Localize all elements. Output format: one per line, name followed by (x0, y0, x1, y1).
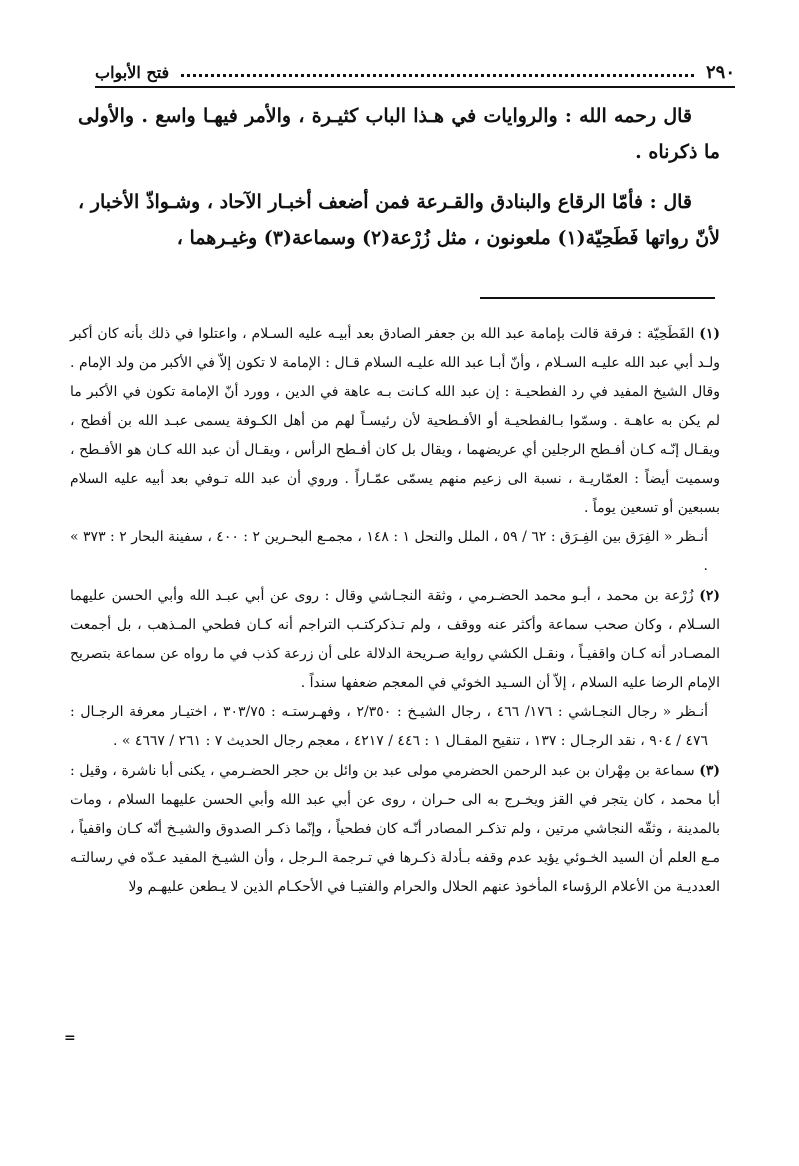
footnote-text: سماعة بن مِهْران بن عبد الرحمن الحضرمي مولى عبد بن وائل بن حجر الحضـرمي ، يكنى أبا ناشرة ، وقيل : أبا محمد ، كان يتجر في القز ويخـرج به الى حـران ، روى عن أبي عبد الله وأبي الحسن عليهما السلام ، ومات بالمدينة ، وثقّه النجاشي مرتين ، ولم تذكـر المصادر أنّـه كان فطحياً ، وإنّما ذكـر الصدوق والشيـخ أنّه كـان واقفياً ، مـع العلم أن السيد الخـوئي يؤيد عدم وقفه بـأدلة ذكـرها في تـرجمة الـرجل ، وأن الشيـخ المفيد عـدّه في رسالتـه العدديـة من الأعلام الرؤساء المأخوذ عنهم الحلال والحرام والفتيـا في الأحكـام الذين لا يـطعن عليهـم ولا (70, 763, 720, 895)
footnotes (70, 320, 720, 903)
footnote-number: (٣) (699, 763, 720, 779)
footnote-separator (480, 297, 715, 299)
page-header (95, 58, 735, 88)
footnote-reference: أنـظر « رجال النجـاشي : ١٧٦/ ٤٦٦ ، رجال الشيـخ : ٢/٣٥٠ ، وفهـرستـه : ٣٠٣/٧٥ ، اختيـار معرفة الرجـال : ٤٧٦ / ٩٠٤ ، نقد الرجـال : ١٣٧ ، تنقيح المقـال ١ : ٤٤٦ / ٤٢١٧ ، معجم رجال الحديث ٧ : ٢٦١ / ٤٦٦٧ » . (70, 704, 708, 749)
footnote-1 (70, 320, 720, 581)
footnote-number: (١) (699, 326, 720, 342)
main-text (78, 98, 720, 270)
main-paragraph-2: قال : فأمّا الرقاع والبنادق والقـرعة فمن أضعف أخبـار الآحاد ، وشـواذّ الأخبار ، لأنّ رواتها فَطَحِيّة(١) ملعونون ، مثل زُرْعة(٢) وسماعة(٣) وغيـرهما ، (78, 191, 720, 249)
footnote-3 (70, 757, 720, 902)
running-title: فتح الأبواب (95, 62, 170, 82)
footnote-text: زُرْعة بن محمد ، أبـو محمد الحضـرمي ، وثقة النجـاشي وقال : روى عن أبي عبـد الله وأبي الحسن عليهما السـلام ، وكان صحب سماعة وأكثر عنه ووقف ، ولم تـذكركتـب التراجم أنه كـان فطحي المـذهب ، بل أجمعت المصـادر أنه كـان واقفيـاً ، ونقـل الكشي رواية صـريحة الدلالة على أن زرعة كذب في ما رواه عن سماعة بتصريح الإمام الرضا عليه السلام ، إلاّ أن السـيد الخوئي في المعجم ضعفها سنداً . (70, 588, 720, 691)
dotted-leader (181, 74, 694, 77)
main-paragraph-1: قال رحمه الله : والروايات في هـذا الباب كثيـرة ، والأمر فيهـا واسع . والأولى ما ذكرناه . (78, 105, 720, 163)
footnote-reference: أنـظر « الفِرَق بين الفِـرَق : ٦٢ / ٥٩ ، الملل والنحل ١ : ١٤٨ ، مجمـع البحـرين ٢ : ٤٠٠ ، سفينة البحار ٢ : ٣٧٣ » . (70, 529, 708, 574)
continuation-mark: = (64, 1030, 76, 1046)
footnote-number: (٢) (699, 588, 720, 604)
page-number: ٢٩٠ (705, 61, 735, 83)
footnote-2 (70, 582, 720, 756)
footnote-text: الفَطَحِيّة : فرقة قالت بإمامة عبد الله بن جعفر الصادق بعد أبيـه عليه السـلام ، واعتلوا في ذلك بأنه كان أكبر ولـد أبي عبد الله عليـه السـلام ، وأنّ أبـا عبد الله عليـه السلام قـال : الإمامة لا تكون إلاّ في الأكبر من ولد الإمام . وقال الشيخ المفيد في رد الفطحيـة : إن عبد الله كـانت بـه عاهة في الدين ، وورد أنّ الإمامة تكون في الأكبر ما لم يكن به عاهـة . وسمّوا بـالفطحيـة أو الأفـطحية لأن رئيسـاً لهم من أهل الكـوفة يسمى عبـد الله بن أفطح ، ويقـال إنّـه كـان أفـطح الرجلين أي عريضهما ، ويقال بل كان أفـطح الرأس ، ويقـال أن عبد الله كـان هو الأفـطح ، وسميت أيضاً : العمّاريـة ، نسبة الى زعيم منهم يسمّى عمّـاراً . وروي أن عبد الله تـوفي بعد أبيه عليه السلام بسبعين أو تسعين يوماً . (70, 326, 720, 516)
